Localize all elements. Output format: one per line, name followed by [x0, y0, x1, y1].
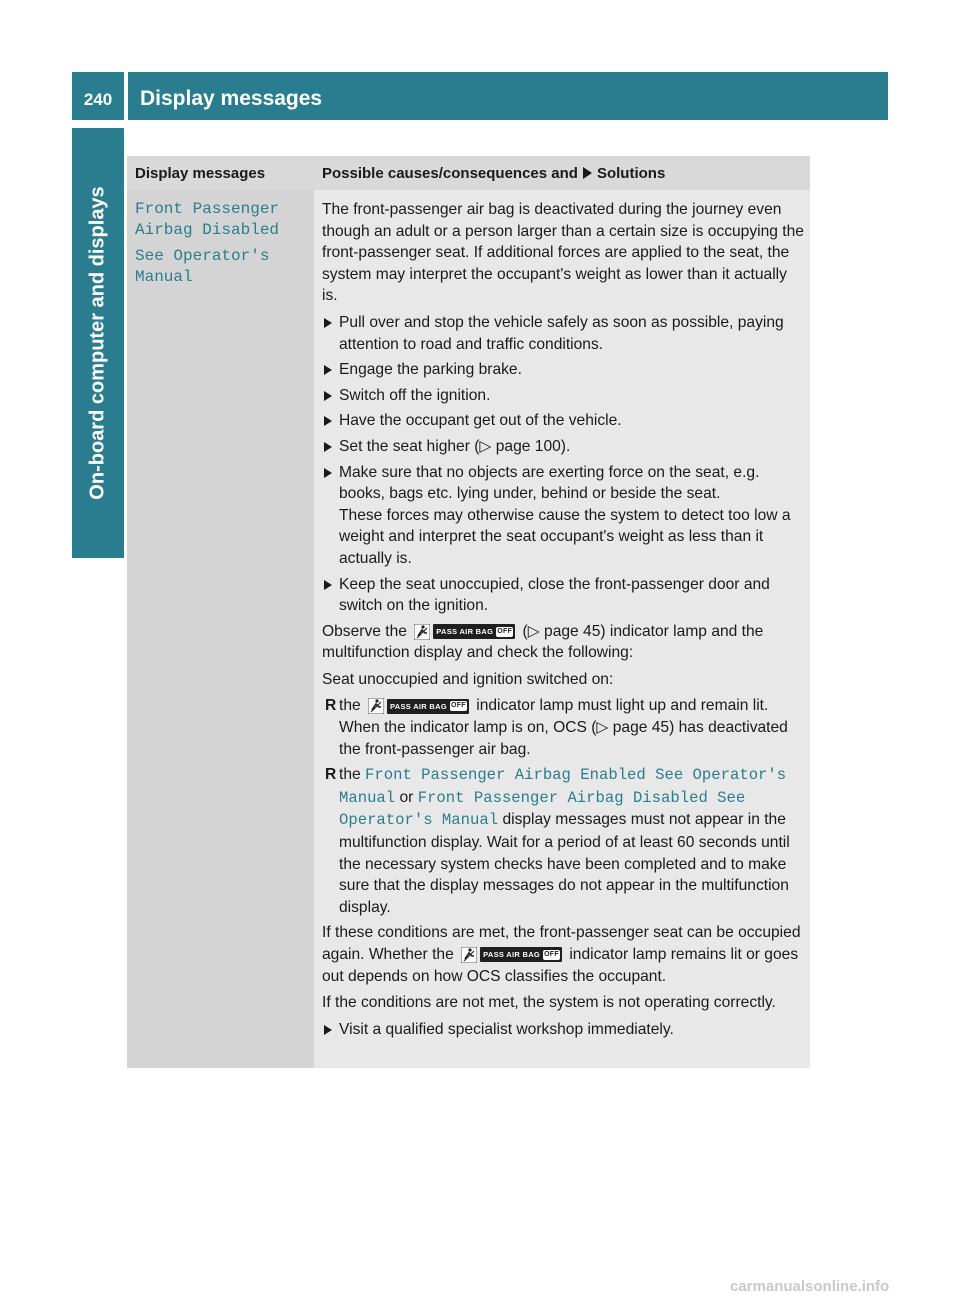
step-item	[322, 462, 804, 570]
bullet-text-b: display messages must not appear in the multifunction display. Wait for a period of at least 60 seconds until the necessary system checks have been completed and to make sure that the display messages do not appear in the multifunction display.	[339, 811, 790, 916]
col-solutions-header	[314, 165, 810, 182]
message-see-operators-manual	[135, 246, 314, 288]
cond-text-b: indicator lamp remains lit or goes out depends on how OCS classifies the occupant.	[322, 946, 799, 985]
display-message-cell	[127, 190, 314, 1068]
msg-line: Front Passenger	[135, 200, 280, 218]
solutions-cell	[314, 190, 810, 1068]
step-item: Have the occupant get out of the vehicle.	[322, 410, 804, 432]
observe-paragraph	[322, 621, 804, 664]
message-front-passenger-airbag	[135, 199, 314, 241]
section-tab-label: On-board computer and displays	[86, 186, 109, 500]
step-item: Visit a qualified specialist workshop immediately.	[322, 1019, 804, 1041]
step-item: Pull over and stop the vehicle safely as soon as possible, paying attention to road and traffic conditions.	[322, 312, 804, 355]
step-item: Engage the parking brake.	[322, 359, 804, 381]
col-display-messages-header: Display messages	[135, 164, 266, 182]
pass-airbag-off-indicator	[461, 947, 562, 963]
bullet-text-a: the	[339, 697, 361, 715]
seat-unoccupied-heading: Seat unoccupied and ignition switched on:	[322, 670, 614, 688]
col2-header-text: Possible causes/consequences and	[322, 164, 578, 182]
conditions-met-paragraph	[322, 922, 804, 987]
pass-airbag-off-indicator	[368, 698, 469, 714]
bullet-text-b: indicator lamp must light up and remain lit. When the indicator lamp is on, OCS (▷ page 45) has deactivated the front-passenger air bag.	[339, 697, 788, 758]
watermark: carmanualsonline.info	[730, 1278, 890, 1295]
bullet-text-a: the	[339, 766, 361, 784]
observe-text-b: (▷ page 45) indicator lamp and the multifunction display and check the following:	[322, 622, 764, 662]
cond-text-a: If these conditions are met, the front-passenger seat can be occupied again. Whether the	[322, 924, 801, 963]
pass-airbag-icon: PASS AIR BAG OFF	[480, 947, 562, 962]
col2-header-solutions: Solutions	[596, 164, 666, 182]
intro-paragraph: The front-passenger air bag is deactivated during the journey even though an adult or a person larger than a certain size is occupying the front-passenger seat. If additional forces are applied to the seat, the system may interpret the occupant's weight as lower than it actually is.	[322, 201, 804, 305]
step-item: Switch off the ignition.	[322, 385, 804, 407]
msg-line: Airbag Disabled	[135, 221, 280, 239]
display-message-enabled: Front Passenger Airbag Enabled See Operator's Manual	[339, 766, 787, 807]
seated-person-icon	[461, 947, 477, 963]
conditions-not-met-paragraph: If the conditions are not met, the system is not operating correctly.	[322, 994, 776, 1012]
table-header	[127, 156, 810, 190]
display-message-disabled: Front Passenger Airbag Disabled See Operator's Manual	[339, 788, 746, 830]
seated-person-icon	[414, 624, 430, 640]
step-note: These forces may otherwise cause the system to detect too low a weight and interpret the seat occupant's weight as less than it actually is.	[339, 506, 791, 567]
step-item: Set the seat higher (▷ page 100).	[322, 436, 804, 458]
section-tab	[72, 128, 124, 558]
bullet-item	[322, 695, 804, 760]
bullet-item	[322, 764, 804, 918]
page-number: 240	[72, 72, 124, 120]
bullet-or: or	[399, 788, 414, 806]
seated-person-icon	[368, 698, 384, 714]
bullet-marker: R	[325, 697, 337, 715]
page-title: Display messages	[128, 72, 888, 120]
pass-airbag-off-indicator	[414, 624, 515, 640]
msg-line: See Operator's	[135, 247, 270, 265]
msg-line: Manual	[135, 268, 193, 286]
step-item: Keep the seat unoccupied, close the front-passenger door and switch on the ignition.	[322, 574, 804, 617]
steps-list	[322, 312, 804, 617]
observe-text-a: Observe the	[322, 622, 407, 640]
bullet-marker: R	[325, 766, 337, 784]
step-text: Make sure that no objects are exerting force on the seat, e.g. books, bags etc. lying under, behind or beside the seat.	[339, 463, 760, 503]
pass-airbag-icon: PASS AIR BAG OFF	[387, 699, 469, 714]
arrow-right-icon	[583, 167, 592, 179]
pass-airbag-icon: PASS AIR BAG OFF	[433, 624, 515, 639]
